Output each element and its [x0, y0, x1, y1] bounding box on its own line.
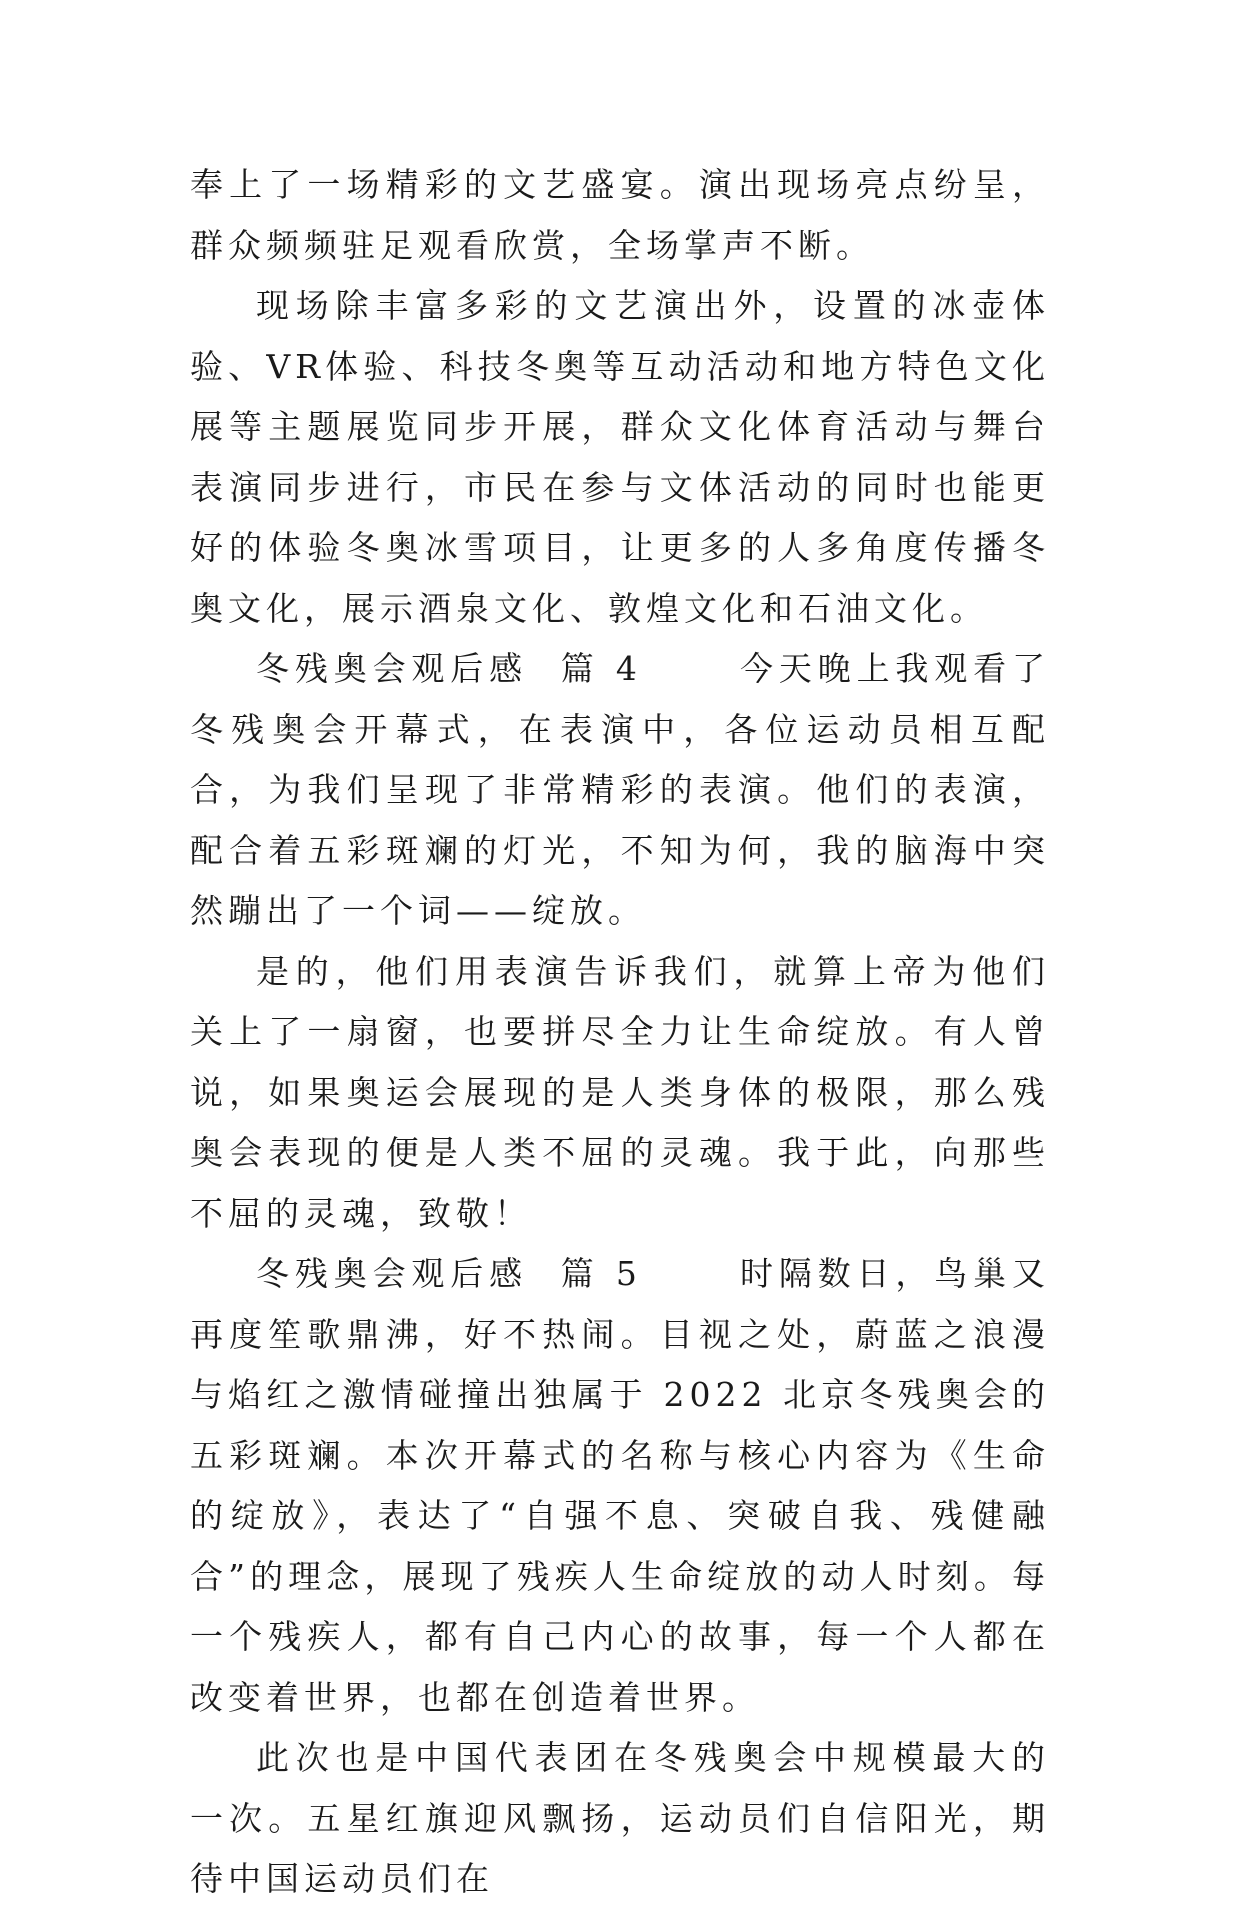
paragraph-text: 现场除丰富多彩的文艺演出外，设置的冰壶体验、VR体验、科技冬奥等互动活动和地方特色文化展等主题展览同步开展，群众文化体育活动与舞台表演同步进行，市民在参与文体活动的同时也能更好的体验冬奥冰雪项目，让更多的人多角度传播冬奥文化，展示酒泉文化、敦煌文化和石油文化。: [190, 286, 1050, 628]
paragraph-text: 是的，他们用表演告诉我们，就算上帝为他们关上了一扇窗，也要拼尽全力让生命绽放。有人曾说，如果奥运会展现的是人类身体的极限，那么残奥会表现的便是人类不屈的灵魂。我于此，向那些不屈的灵魂，致敬！: [190, 951, 1050, 1233]
paragraph-text: 此次也是中国代表团在冬残奥会中规模最大的一次。五星红旗迎风飘扬，运动员们自信阳光，期待中国运动员们在: [190, 1738, 1050, 1898]
paragraph-text: 时隔数日，鸟巢又再度笙歌鼎沸，好不热闹。目视之处，蔚蓝之浪漫与焰红之激情碰撞出独属于 2022 北京冬残奥会的五彩斑斓。本次开幕式的名称与核心内容为《生命的绽放》，表达了“自强不息、突破自我、残健融合”的理念，展现了残疾人生命绽放的动人时刻。每一个残疾人，都有自己内心的故事，每一个人都在改变着世界，也都在创造着世界。: [190, 1254, 1051, 1717]
section-heading-5: 冬残奥会观后感 篇 5: [256, 1254, 642, 1293]
paragraph-3: [190, 639, 1050, 942]
paragraph-2: [190, 276, 1050, 639]
paragraph-1: [190, 155, 1050, 276]
paragraph-text: 奉上了一场精彩的文艺盛宴。演出现场亮点纷呈，群众频频驻足观看欣赏，全场掌声不断。: [190, 165, 1050, 265]
paragraph-6: [190, 1728, 1050, 1910]
paragraph-text: 今天晚上我观看了冬残奥会开幕式，在表演中，各位运动员相互配合，为我们呈现了非常精彩的表演。他们的表演，配合着五彩斑斓的灯光，不知为何，我的脑海中突然蹦出了一个词——绽放。: [190, 649, 1051, 930]
document-body: [190, 155, 1050, 1910]
heading-gap: [642, 649, 740, 688]
paragraph-4: [190, 942, 1050, 1245]
section-heading-4: 冬残奥会观后感 篇 4: [256, 649, 642, 688]
heading-gap: [642, 1254, 740, 1293]
paragraph-5: [190, 1244, 1050, 1728]
